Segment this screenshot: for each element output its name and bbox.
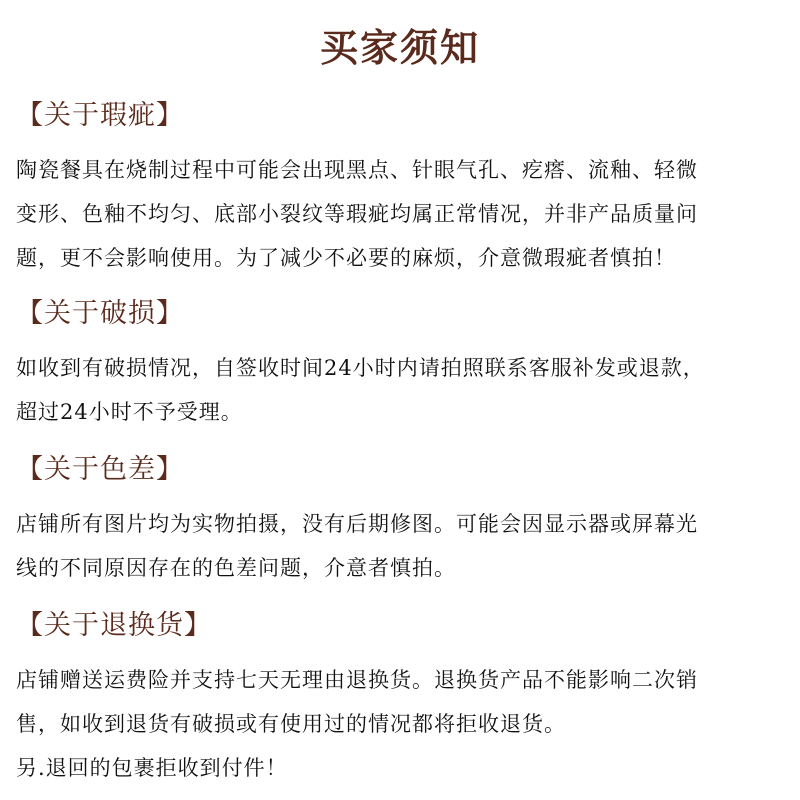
section-heading: 【关于破损】 [16, 298, 184, 329]
section-paragraph [16, 658, 786, 790]
paragraph-line: 超过24小时不予受理。 [16, 400, 243, 424]
paragraph-line: 线的不同原因存在的色差问题，介意者慎拍。 [16, 556, 456, 580]
paragraph-line: 售，如收到退货有破损或有使用过的情况都将拒收退货。 [16, 712, 566, 736]
page-title: 买家须知 [319, 25, 480, 70]
section-defects [16, 98, 786, 280]
section-color-difference [16, 452, 786, 590]
section-paragraph [16, 502, 786, 590]
paragraph-line: 店铺所有图片均为实物拍摄，没有后期修图。可能会因显示器或屏幕光 [16, 512, 698, 536]
section-heading: 【关于色差】 [16, 454, 184, 485]
paragraph-line: 变形、色釉不均匀、底部小裂纹等瑕疵均属正常情况，并非产品质量问 [16, 202, 698, 226]
section-heading: 【关于瑕疵】 [16, 100, 184, 131]
paragraph-line: 题，更不会影响使用。为了减少不必要的麻烦，介意微瑕疵者慎拍！ [16, 246, 676, 270]
paragraph-line: 如收到有破损情况，自签收时间24小时内请拍照联系客服补发或退款， [16, 356, 705, 380]
paragraph-line: 另.退回的包裹拒收到付件！ [16, 756, 288, 780]
paragraph-line: 店铺赠送运费险并支持七天无理由退换货。退换货产品不能影响二次销 [16, 668, 698, 692]
paragraph-line: 陶瓷餐具在烧制过程中可能会出现黑点、针眼气孔、疙瘩、流釉、轻微 [16, 158, 698, 182]
section-heading: 【关于退换货】 [16, 610, 212, 641]
section-paragraph [16, 148, 786, 280]
section-damage [16, 296, 786, 434]
section-paragraph [16, 346, 786, 434]
section-returns [16, 608, 786, 790]
